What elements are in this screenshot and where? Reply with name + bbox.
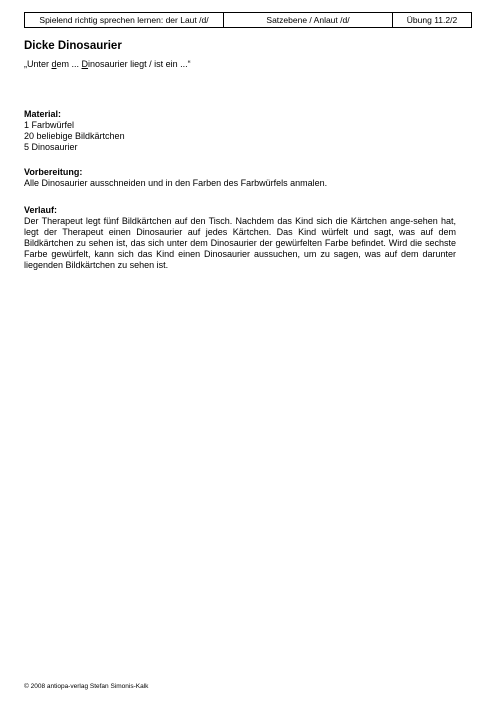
target-sentence (24, 59, 191, 69)
verlauf-text: Der Therapeut legt fünf Bildkärtchen auf den Tisch. Nachdem das Kind sich die Kärtchen ange-sehen hat, legt der Therapeut einen Dinosaurier auf jedes Kärtchen. Das Kind würfelt und sagt, was auf dem Bildkärtchen zu sehen ist, das sich unter dem Dinosaurier der gewürfelten Farbe befindet. Wird die sechste Farbe gewürfelt, kann sich das Kind einen Dinosaurier aussuchen, um zu sagen, was auf dem darunter liegenden Bildkärtchen zu sehen ist. (24, 216, 456, 270)
vorbereitung-text: Alle Dinosaurier ausschneiden und in den Farben des Farbwürfels anmalen. (24, 178, 328, 188)
header-level: Satzebene / Anlaut /d/ (224, 13, 393, 28)
verlauf-heading: Verlauf: (24, 205, 58, 215)
material-item: 20 beliebige Bildkärtchen (24, 131, 125, 141)
copyright-footer: © 2008 antiopa-verlag Stefan Simonis-Kalk (24, 683, 149, 690)
material-section (24, 109, 456, 153)
header-table (24, 12, 472, 28)
vorbereitung-heading: Vorbereitung: (24, 167, 83, 177)
header-exercise-number: Übung 11.2/2 (393, 13, 472, 28)
target-sentence-part: inosaurier liegt / ist ein ...“ (88, 59, 191, 69)
target-sound-underline: d (51, 59, 57, 69)
verlauf-section (24, 205, 456, 271)
header-row (25, 13, 472, 28)
material-item: 5 Dinosaurier (24, 142, 78, 152)
material-item: 1 Farbwürfel (24, 120, 75, 130)
page-title: Dicke Dinosaurier (24, 40, 122, 52)
target-sentence-part: „Unter (24, 59, 52, 69)
target-sound-underline: D (81, 59, 89, 69)
target-sentence-part: em ... (56, 59, 82, 69)
header-series-title: Spielend richtig sprechen lernen: der Laut /d/ (25, 13, 224, 28)
vorbereitung-section (24, 167, 456, 189)
material-heading: Material: (24, 109, 62, 119)
